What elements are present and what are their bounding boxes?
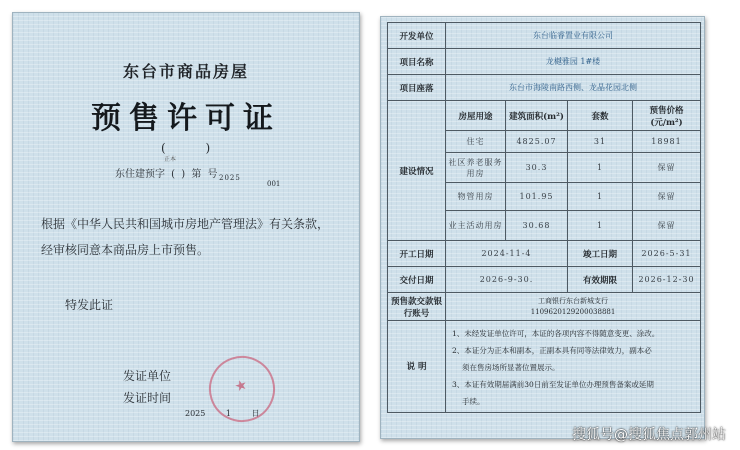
note-item: 手续。 (462, 396, 485, 406)
location-label: 项目座落 (388, 75, 446, 101)
special-issue-text: 特发此证 (65, 298, 114, 312)
developer-value: 东台临睿置业有限公司 (446, 23, 701, 49)
permit-number-line: 东住建预字 ( ) 第 号 (115, 169, 218, 180)
header-area: 建筑面积(m²) (506, 101, 568, 131)
delivery-date-value: 2026-9-30. (446, 267, 568, 293)
row-price: 保留 (633, 183, 701, 211)
row-units: 31 (568, 131, 633, 153)
start-date-value: 2024-11-4 (446, 241, 568, 267)
bank-name: 工商银行东台新城支行 (538, 296, 608, 305)
certificate-main-title: 预售许可证 (91, 101, 281, 136)
issue-date-label: 发证时间 (123, 391, 172, 405)
presale-license-certificate (12, 12, 360, 442)
row-area: 4825.07 (506, 131, 568, 153)
note-item: 2、本证分为正本和副本，正副本具有同等法律效力，副本必 (452, 345, 652, 355)
certificate-copy-type: 正本 (164, 156, 177, 163)
row-price: 保留 (633, 153, 701, 183)
header-price: 预售价格(元/m²) (633, 101, 701, 131)
issuer-label: 发证单位 (123, 369, 172, 383)
presale-details-table (387, 22, 701, 413)
project-label: 项目名称 (388, 49, 446, 75)
row-units: 1 (568, 211, 633, 241)
bank-account-number: 1109620129200038881 (530, 307, 616, 316)
construction-label: 建设情况 (388, 101, 446, 241)
certificate-body-text: 根据《中华人民共和国城市房地产管理法》有关条款，经审核同意本商品房上市预售。 (41, 217, 330, 257)
developer-label: 开发单位 (388, 23, 446, 49)
row-usage: 住宅 (446, 131, 506, 153)
row-area: 101.95 (506, 183, 568, 211)
row-area: 30.68 (506, 211, 568, 241)
project-value: 龙樾雅园 1#楼 (446, 49, 701, 75)
presale-details-table-sheet (380, 16, 705, 439)
completion-date-label: 竣工日期 (568, 241, 633, 267)
row-price: 保留 (633, 211, 701, 241)
source-watermark: 搜狐号@搜狐焦点郭州站 (572, 427, 726, 443)
permit-number: 001 (267, 180, 281, 188)
header-usage: 房屋用途 (446, 101, 506, 131)
valid-period-label: 有效期限 (568, 267, 633, 293)
permit-year: 2025 (219, 174, 241, 182)
completion-date-value: 2026-5-31 (633, 241, 701, 267)
row-usage: 物管用房 (446, 183, 506, 211)
issue-date-value: 2025 1 日 (185, 409, 260, 418)
notes-label: 说 明 (388, 321, 446, 413)
row-area: 30.3 (506, 153, 568, 183)
certificate-paren-line: ( ) (161, 141, 229, 155)
row-price: 18981 (633, 131, 701, 153)
bank-account-label: 预售款交款银行账号 (388, 293, 446, 321)
header-units: 套数 (568, 101, 633, 131)
certificate-city-title: 东台市商品房屋 (122, 62, 249, 81)
notes-content (446, 321, 701, 413)
row-units: 1 (568, 183, 633, 211)
note-item: 1、未经发证单位许可，本证的各项内容不得随意变更、涂改。 (452, 328, 660, 338)
valid-period-value: 2026-12-30 (633, 267, 701, 293)
note-item: 须在售房场所显著位置展示。 (462, 362, 560, 372)
row-usage: 社区养老服务用房 (446, 153, 506, 183)
delivery-date-label: 交付日期 (388, 267, 446, 293)
bank-account-value (446, 293, 701, 321)
row-units: 1 (568, 153, 633, 183)
location-value: 东台市海陵南路西侧、龙晶花园北侧 (446, 75, 701, 101)
start-date-label: 开工日期 (388, 241, 446, 267)
note-item: 3、本证有效期届满前30日前至发证单位办理预售备案或延期 (452, 379, 654, 389)
row-usage: 业主活动用房 (446, 211, 506, 241)
